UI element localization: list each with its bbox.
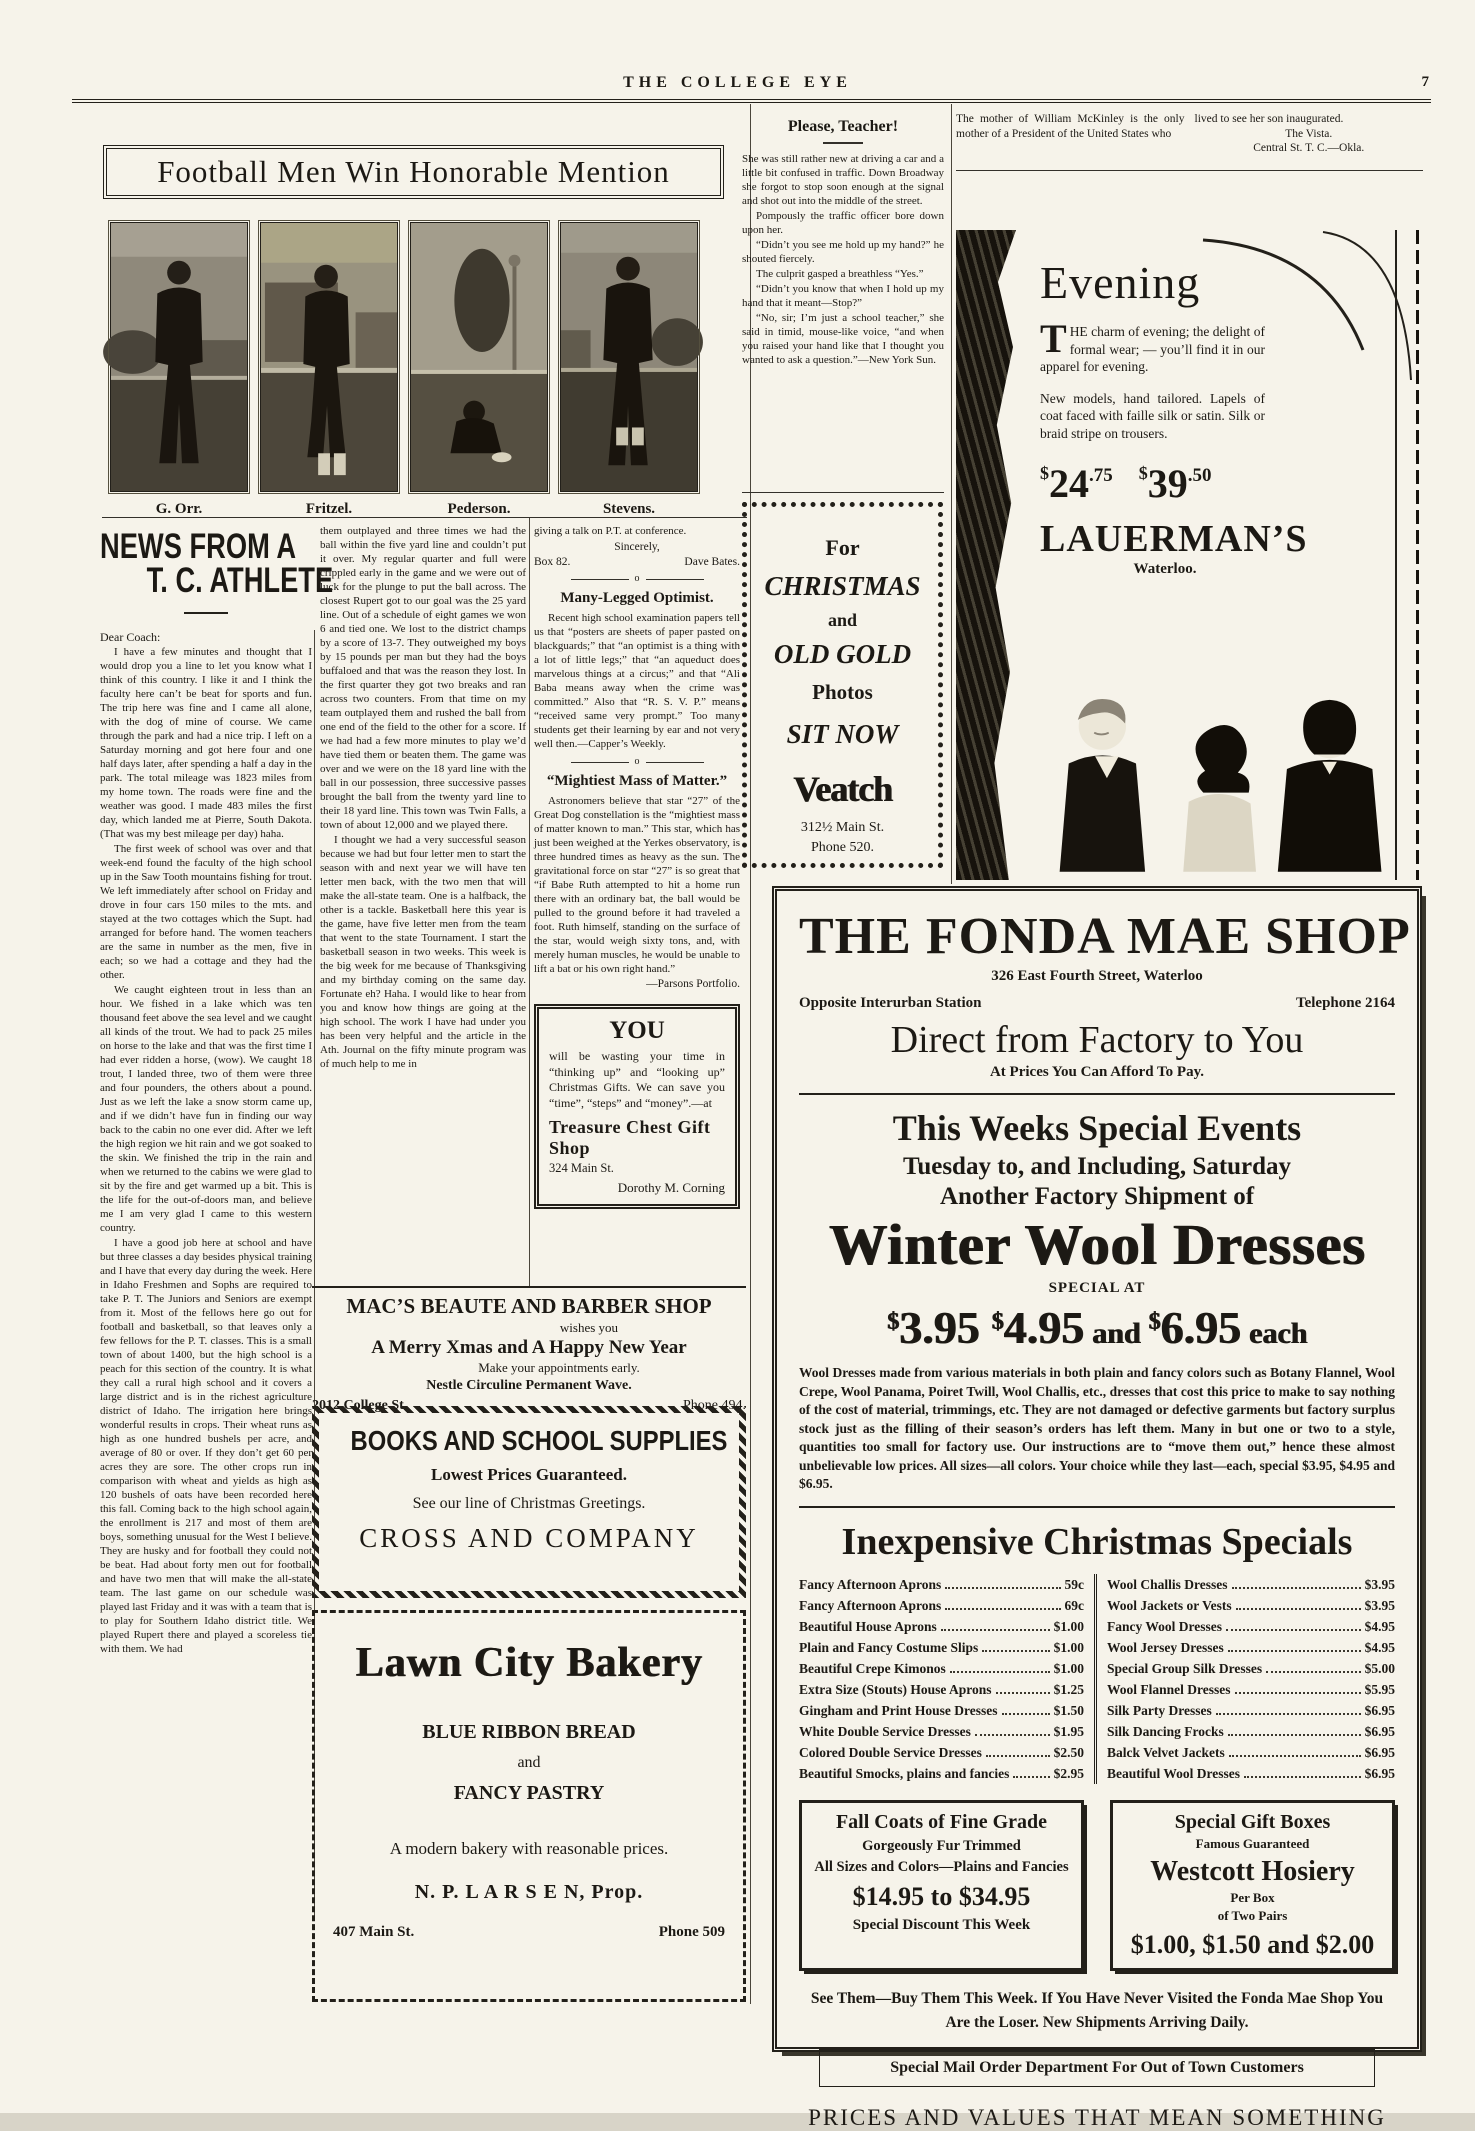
specials-list-left	[799, 1574, 1097, 1784]
list-item: Wool Flannel Dresses $5.95	[1107, 1681, 1395, 1697]
macs-barber-shop-ad	[312, 1286, 746, 1414]
list-item: Fancy Afternoon Aprons 69c	[799, 1597, 1084, 1613]
athlete-article-column-2	[320, 524, 526, 1072]
fonda-events-title: This Weeks Special Events	[892, 1108, 1302, 1148]
section-ornament-divider: o	[534, 575, 740, 583]
article-paragraph: We caught eighteen trout in less than an hour. We fished in a lake which was ten thousand feet above the sea level and we caught all kinds of the trout. We had to pack 25 miles on horse to the lake and that was the first time I had ever ridden a horse, (wow). We caught 18 trout, I landed three, two of them were three and four pounders, the others about a pound. Just as we left the lake a snow storm came up, and if we didn’t have fun in finding our way back to the cabin no one ever did. After we left the high region we hit rain and we got soaked to the skin. We finished the trip in the rain and when we returned to the cabins we were glad to sit by the fire and get warmed up a bit. This is the life for the out-of-doors man, and believe me I am very glad I came to this western country.	[100, 984, 313, 1234]
evening-ad-paragraph	[1040, 316, 1265, 376]
treasure-chest-ad	[534, 1004, 740, 1209]
bakery-ad-line: FANCY PASTRY	[453, 1782, 605, 1804]
ad-edge-rule	[1416, 230, 1419, 880]
article-paragraph: I have a few minutes and thought that I would drop you a line to let you know what I think of this country. I like it and I think the faculty here can’t be beat for sports and fun. The trip here was fine and I came all alone, with the dog of mine of course. We came through the park and had a nice trip. I left on a Saturday morning and got here four and one half days later, after spending a half a day in the park. The total mileage was 1823 miles from my home town. The roads were fine and the weather was good. I made 483 miles the first day, which landed me at Pierre, South Dakota. (That was my best mileage per day) haha.	[100, 646, 312, 840]
section-rule	[956, 170, 1423, 171]
list-item: White Double Service Dresses $1.95	[799, 1723, 1084, 1739]
player-crouching-illustration	[411, 223, 547, 491]
list-item: Fancy Afternoon Aprons 59c	[799, 1576, 1084, 1592]
fall-coats-price: $14.95 to $34.95	[852, 1881, 1031, 1911]
fonda-location-note: Opposite Interurban Station	[799, 995, 982, 1011]
evening-ad-title: Evening	[1040, 257, 1201, 308]
mightiest-body: Astronomers believe that star “27” of the Great Dog constellation is the “mightiest mass of matter known to man.” This star, which has just been weighed at the Yerkes observatory, is three hundred times as heavy as the sun. The gravitational force on star “27” is so great that “if Babe Ruth attempted to hit a home run there with an ordinary bat, the ball would be pulled to the ground before it had traveled a foot. Ruth himself, standing on the surface of the star, would weigh sixty tons, and, with merely human muscles, he would be unable to lift a bat or his own right hand.”	[534, 795, 740, 975]
fall-coats-box	[799, 1800, 1084, 1971]
fonda-price-line: $3.95 $4.95 and $6.95 each	[886, 1302, 1308, 1353]
macs-ad-greeting: A Merry Xmas and A Happy New Year	[371, 1337, 687, 1358]
section-ornament-divider: o	[534, 758, 740, 766]
bakery-ad-line: and	[517, 1754, 541, 1771]
lauermans-store-name: LAUERMAN’S	[1040, 518, 1308, 560]
veatch-phone: Phone 520.	[811, 840, 874, 855]
player-photo-pederson	[410, 222, 548, 518]
fonda-see-them-text: See Them—Buy Them This Week. If You Have Never Visited the Fonda Mae Shop You Are the Loser. New Shipments Arriving Daily.	[810, 1989, 1384, 2031]
please-teacher-paragraph: “No, sir; I’m just a school teacher,” she said in timid, mouse-like voice, “and when you raised your hand like that I thought you wanted to ask a question.”—New York Sun.	[742, 312, 944, 366]
mightiest-attribution: —Parsons Portfolio.	[646, 978, 740, 990]
list-item: Beautiful House Aprons $1.00	[799, 1618, 1084, 1634]
mckinley-note-left: The mother of William McKinley is the only mother of a President of the United States who	[956, 113, 1185, 140]
headline-underline	[184, 612, 228, 614]
please-teacher-paragraph: The culprit gasped a breathless “Yes.”	[756, 268, 924, 280]
books-ad-line: See our line of Christmas Greetings.	[412, 1495, 646, 1512]
page-number: 7	[1421, 74, 1429, 90]
fonda-mail-order-box: Special Mail Order Department For Out of Town Customers	[819, 2049, 1375, 2087]
article-paragraph: I have a good job here at school and have but three classes a day besides physical training and I have that every day during the week. Here in Idaho Freshmen and Sophs are required to take P. T. The Juniors and Seniors are exempt from it. Most of the fellows here go out for football and basketball, so that leaves only a few fellows for the P. T. classes. This is a small town of about 1400, but the high school is a peach for this section of the country. It is what they call a rural high school and it covers a large district and is in the richest agriculture district of Idaho. The irrigation here brings wonderful results in crops. Their wheat runs as high as one hundred bushels per acre, and average of 80 or over. If they don’t get 60 per acres they are sore. The other crops run in comparison with wheat and yields as high as 120 bushels of oats have been recorded here this fall. Coming back to the high school again, the enrollment is 217 and most of them are boys, something unusual for the West I believe. They are husky and for football they could not be beat. Had about forty men out for football and have two men that will make the all-state team. The last game on our schedule was played last Friday and it was with a team that is to play for Southern Idaho district title. We played Rupert there and played a scoreless tie with them. We had	[100, 1237, 312, 1655]
article-paragraph: giving a talk on P.T. at conference.	[534, 525, 687, 537]
list-item: Wool Jersey Dresses $4.95	[1107, 1639, 1395, 1655]
letter-signature: Dave Bates.	[684, 556, 740, 568]
article-paragraph: them outplayed and three times we had the ball within the five yard line and couldn’t put it over. My regular quarter and full were crippled early in the game and we were out of luck for the plunge to put the ball across. The closest Rupert got to our goal was the 25 yard line. Out of a schedule of eight games we won 6 and tied one. We lost to the district champs by a score of 13-7. They outweighed my boys by 15 pounds per man but they had the boys buffaloed and that was the reason they lost. In the first quarter they got two breaks and ran across two counters. From that time on my team outplayed them and rushed the ball from one end of the field to the other for a score. If we had had a few more minutes to play we’d have tied them or beaten them. The game was over and we were on the 18 yard line with the ball in our possession, three successive passes brought the ball from the twenty yard line to their 18 yard line. This town was Twin Falls, a town of about 12,000 and we played there.	[320, 525, 526, 831]
article-headline-line1: NEWS FROM A	[100, 527, 297, 566]
hosiery-box-line: Per Box	[1230, 1889, 1275, 1905]
photo-image	[410, 222, 548, 492]
article-paragraph: The first week of school was over and that week-end found the faculty of the high school up in the Saw Tooth mountains fishing for trout. We left immediately after school on Friday and drove in four cars 150 miles to the mts. and stayed at the two cottages which the Supt. had arranged for before hand. The women teachers are the same in number as the men, five in each; so we had a cottage and they had the other.	[100, 843, 312, 981]
newspaper-masthead: THE COLLEGE EYE	[623, 74, 852, 91]
athlete-article-column-1	[100, 527, 334, 1657]
photo-image	[560, 222, 698, 492]
macs-ad-line: wishes you	[559, 1320, 619, 1335]
column-divider	[951, 104, 952, 884]
fonda-subtagline: At Prices You Can Afford To Pay.	[989, 1064, 1205, 1080]
column-divider	[529, 518, 530, 1288]
macs-phone: Phone 494.	[683, 1398, 746, 1413]
ad-rule	[799, 1506, 1395, 1508]
fonda-shop-name: THE FONDA MAE SHOP	[799, 908, 1411, 965]
list-item: Beautiful Wool Dresses $6.95	[1107, 1765, 1395, 1781]
optimist-body: Recent high school examination papers tell us that “posters are sheets of paper pasted on blackguards;” that “an optimist is a thing with a lot of little legs;” that “an aqueduct does marvelous things at a circus;” and that “Ali Baba means away when the crime was committed.” Also that “R. S. V. P.” means “received same very prompt.” Too many students get their learning by ear and not very well then.—Capper’s Weekly.	[534, 612, 740, 750]
optimist-title: Many-Legged Optimist.	[560, 590, 714, 606]
treasure-chest-ad-title: YOU	[609, 1017, 665, 1044]
player-photo-orr	[110, 222, 248, 518]
lauermans-evening-ad	[956, 230, 1423, 880]
editorial-column	[534, 524, 740, 1209]
feature-headline: Football Men Win Honorable Mention	[157, 154, 670, 189]
player-photo-fritzel	[260, 222, 398, 518]
player-photo-stevens	[560, 222, 698, 518]
fonda-slogan: PRICES AND VALUES THAT MEAN SOMETHING	[808, 2104, 1386, 2130]
please-teacher-paragraph: Pompously the traffic officer bore down upon her.	[742, 210, 944, 236]
fonda-body-text: Wool Dresses made from various materials in both plain and fancy colors such as Botany Flannel, Wool Crepe, Wool Panama, Poiret Twill, Wool Challis, etc., dresses that cost this price to make to say nothing of the cost of material, trimmings, etc. They are not damaged or defective garments but factory surplus stock just as the filling of their season’s orders has left them. Many in but one or two to a style, quantities too small for factory use. Our instructions are to “move them out,” hence these almost unbelievable low prices. All sizes—all colors. Your choice while they last—each, special $3.95, $4.95 and $6.95.	[799, 1365, 1395, 1491]
fall-coats-line: All Sizes and Colors—Plains and Fancies	[814, 1858, 1069, 1875]
article-headline-line2: T. C. ATHLETE	[146, 561, 334, 600]
article-paragraph: I thought we had a very successful season because we had but four letter men to start the season with and next year we will have ten letter men back, with the two men that will make the all-state team. One is a halfback, the other is a tackle. Basketball here this year is the game, have five letter men from the team that went to the state Tournament. I start the basketball season in two weeks. This week is the big week for me because of Thanksgiving and my birthday coming on the same day. Fortunate eh? Haha. I would like to hear from you and know how things are going at the high school. The work I have had under you has been very helpful and the article in the Ath. Journal on the fifty minute program was of much help to me in	[320, 834, 526, 1070]
fonda-mae-shop-ad	[772, 886, 1422, 2130]
hosiery-box-line: of Two Pairs	[1217, 1907, 1288, 1923]
veatch-ad-line: OLD GOLD	[773, 639, 912, 669]
player-standing-illustration	[561, 223, 697, 491]
books-store-name: CROSS AND COMPANY	[359, 1523, 699, 1553]
photo-image	[260, 222, 398, 492]
cross-and-company-ad	[312, 1406, 746, 1598]
bakery-address: 407 Main St.	[333, 1924, 415, 1940]
player-photos-row	[110, 222, 725, 518]
bakery-ad-title: Lawn City Bakery	[355, 1640, 703, 1686]
mckinley-note	[956, 112, 1423, 156]
veatch-shop-name: Veatch	[793, 769, 892, 809]
fonda-special-at-label: SPECIAL AT	[1048, 1280, 1146, 1296]
letter-box-number: Box 82.	[534, 556, 571, 568]
list-item: Special Group Silk Dresses $5.00	[1107, 1660, 1395, 1676]
veatch-ad-line: For	[825, 535, 860, 560]
mightiest-title: “Mightiest Mass of Matter.”	[546, 773, 728, 789]
price-tag: $39.50	[1138, 461, 1212, 506]
list-item: Fancy Wool Dresses $4.95	[1107, 1618, 1395, 1634]
mckinley-note-source: The Vista.	[1285, 127, 1333, 140]
list-item: Balck Velvet Jackets $6.95	[1107, 1744, 1395, 1760]
fonda-tagline: Direct from Factory to You	[890, 1019, 1304, 1061]
column-divider	[750, 104, 751, 2004]
lawn-city-bakery-ad	[312, 1610, 746, 2002]
treasure-chest-signature: Dorothy M. Corning	[617, 1180, 725, 1195]
bakery-phone: Phone 509	[658, 1924, 725, 1940]
photo-caption: Pederson.	[447, 501, 511, 517]
list-item: Wool Challis Dresses $3.95	[1107, 1576, 1395, 1592]
letter-closing: Sincerely,	[614, 541, 660, 553]
mckinley-note-right: lived to see her son inaugurated.	[1194, 113, 1344, 125]
list-item: Extra Size (Stouts) House Aprons $1.25	[799, 1681, 1084, 1697]
books-ad-title: BOOKS AND SCHOOL SUPPLIES	[350, 1425, 728, 1456]
curtain-illustration	[956, 230, 1016, 880]
veatch-ad-line: SIT NOW	[786, 719, 899, 749]
veatch-ad-line: Photos	[812, 680, 873, 704]
list-item: Wool Jackets or Vests $3.95	[1107, 1597, 1395, 1613]
bakery-ad-line: BLUE RIBBON BREAD	[422, 1721, 636, 1743]
fall-coats-note: Special Discount This Week	[852, 1916, 1031, 1933]
please-teacher-title: Please, Teacher!	[787, 118, 899, 135]
photo-caption: Stevens.	[602, 501, 656, 517]
westcott-hosiery-box	[1110, 1800, 1395, 1971]
hosiery-box-title: Special Gift Boxes	[1174, 1810, 1331, 1833]
list-item: Plain and Fancy Costume Slips $1.00	[799, 1639, 1084, 1655]
please-teacher-paragraph: She was still rather new at driving a car and a little bit confused in traffic. Down Broadway she forgot to stop soon enough at the signal and shot out into the middle of the street.	[742, 153, 944, 207]
masthead-rule	[72, 99, 1431, 103]
player-standing-illustration	[111, 223, 247, 491]
fonda-specials-title: Inexpensive Christmas Specials	[841, 1520, 1353, 1563]
mckinley-note-source-location: Central St. T. C.—Okla.	[1253, 142, 1365, 154]
evening-ad-prices	[1040, 460, 1290, 507]
list-item: Silk Party Dresses $6.95	[1107, 1702, 1395, 1718]
player-standing-illustration	[261, 223, 397, 491]
macs-ad-line: Make your appointments early.	[478, 1360, 640, 1375]
hosiery-brand-name: Westcott Hosiery	[1150, 1855, 1355, 1887]
list-item: Beautiful Smocks, plains and fancies $2.95	[799, 1765, 1084, 1781]
fonda-address: 326 East Fourth Street, Waterloo	[991, 968, 1203, 984]
drop-cap: T	[1040, 316, 1067, 361]
football-feature	[102, 148, 725, 518]
price-tag: $24.75	[1040, 461, 1113, 506]
fonda-specials-lists	[799, 1574, 1395, 1784]
hosiery-box-line: Famous Guaranteed	[1195, 1835, 1310, 1851]
treasure-chest-ad-body: will be wasting your time in “thinking up” and “looking up” Christmas Gifts. We can save you “time”, “steps” and “money”.—at	[549, 1049, 725, 1110]
lauermans-location: Waterloo.	[1133, 561, 1197, 577]
letter-salutation: Dear Coach:	[100, 630, 161, 644]
specials-list-right	[1097, 1574, 1395, 1784]
list-item: Colored Double Service Dresses $2.50	[799, 1744, 1084, 1760]
macs-ad-line: Nestle Circuline Permanent Wave.	[426, 1378, 632, 1393]
title-underline	[823, 142, 863, 144]
veatch-address: 312½ Main St.	[800, 820, 885, 835]
veatch-photo-studio-ad	[742, 502, 943, 868]
please-teacher-paragraph: “Didn’t you see me hold up my hand?” he shouted fiercely.	[742, 239, 944, 265]
photo-image	[110, 222, 248, 492]
fall-coats-title: Fall Coats of Fine Grade	[835, 1810, 1048, 1833]
books-ad-line: Lowest Prices Guaranteed.	[431, 1465, 627, 1484]
bakery-proprietor: N. P. L A R S E N, Prop.	[414, 1881, 644, 1903]
veatch-ad-line: and	[827, 610, 858, 630]
veatch-ad-line: CHRISTMAS	[764, 571, 921, 601]
list-item: Beautiful Crepe Kimonos $1.00	[799, 1660, 1084, 1676]
please-teacher-paragraph: “Didn’t you know that when I hold up my hand that it meant—Stop?”	[742, 283, 944, 309]
ad-rule	[799, 1093, 1395, 1095]
hosiery-price: $1.00, $1.50 and $2.00	[1130, 1929, 1375, 1959]
please-teacher-column	[742, 118, 944, 368]
macs-address: 2012 College St.	[312, 1398, 408, 1413]
photo-caption: G. Orr.	[155, 501, 203, 517]
treasure-chest-address: 324 Main St.	[549, 1161, 614, 1175]
macs-ad-title: MAC’S BEAUTE AND BARBER SHOP	[346, 1294, 712, 1318]
photo-caption: Fritzel.	[305, 501, 353, 517]
list-item: Silk Dancing Frocks $6.95	[1107, 1723, 1395, 1739]
fonda-events-dates: Tuesday to, and Including, Saturday	[902, 1153, 1292, 1180]
section-rule	[742, 492, 944, 493]
list-item: Gingham and Print House Dresses $1.50	[799, 1702, 1084, 1718]
evening-ad-paragraph2: New models, hand tailored. Lapels of coat faced with faille silk or satin. Silk or braid stripe on trousers.	[1040, 390, 1265, 441]
evening-ad-text: HE charm of evening; the delight of formal wear; — you’ll find it in our apparel for evening.	[1040, 324, 1265, 374]
fonda-events-shipment: Another Factory Shipment of	[939, 1183, 1255, 1210]
fonda-telephone: Telephone 2164	[1295, 995, 1395, 1011]
evening-wear-figures-illustration	[1016, 668, 1416, 880]
bakery-ad-line: A modern bakery with reasonable prices.	[389, 1839, 669, 1858]
feature-headline-box	[106, 148, 721, 196]
fall-coats-line: Gorgeously Fur Trimmed	[862, 1837, 1021, 1854]
treasure-chest-shop-name: Treasure Chest Gift Shop	[549, 1117, 711, 1158]
fonda-product-title: Winter Wool Dresses	[828, 1212, 1366, 1277]
